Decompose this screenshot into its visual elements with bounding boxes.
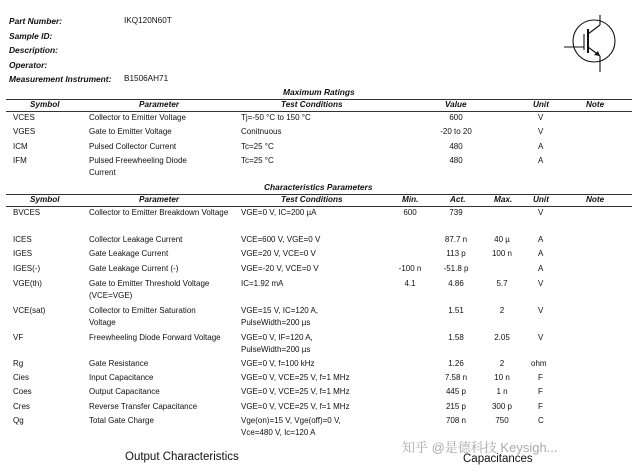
conditions-cell: Tj=-50 °C to 150 °C — [241, 113, 311, 122]
sample-id-label: Sample ID: — [9, 31, 53, 41]
act-cell: 445 p — [445, 387, 467, 396]
min-cell: 4.1 — [404, 279, 416, 288]
symbol-cell: Cies — [13, 373, 30, 382]
act-cell: 215 p — [445, 402, 467, 411]
symbol-cell: VGES — [13, 127, 36, 136]
parameter-cell: Collector Leakage Current — [89, 235, 183, 244]
igbt-transistor-symbol-icon — [560, 14, 622, 74]
description-label: Description: — [9, 45, 58, 55]
unit-cell: F — [538, 387, 543, 396]
act-cell: 1.58 — [448, 333, 464, 342]
unit-cell: V — [538, 306, 544, 315]
conditions-cell: Vge(on)=15 V, Vge(off)=0 V, Vce=480 V, Ic=120 A — [241, 416, 341, 437]
parameter-cell: Freewheeling Diode Forward Voltage — [89, 333, 221, 342]
conditions-cell: VGE=0 V, IF=120 A, PulseWidth=200 µs — [241, 333, 313, 354]
unit-cell: V — [538, 127, 544, 136]
col-symbol: Symbol — [30, 195, 60, 204]
act-cell: 7.58 n — [444, 373, 468, 382]
max-cell: 1 n — [496, 387, 508, 396]
col-note: Note — [586, 100, 605, 109]
symbol-cell: VGE(th) — [13, 279, 42, 288]
parameter-cell: Gate Resistance — [89, 359, 149, 368]
parameter-cell: Pulsed Collector Current — [89, 142, 177, 151]
conditions-cell: VGE=0 V, VCE=25 V, f=1 MHz — [241, 387, 350, 396]
col-value: Value — [445, 100, 467, 109]
symbol-cell: IGES(-) — [13, 264, 41, 273]
parameter-cell: Gate Leakage Current — [89, 249, 169, 258]
unit-cell: A — [538, 235, 544, 244]
act-cell: 87.7 n — [444, 235, 468, 244]
unit-cell: ohm — [531, 359, 547, 368]
symbol-cell: Qg — [13, 416, 24, 425]
max-ratings-title: Maximum Ratings — [283, 87, 355, 97]
conditions-cell: VCE=600 V, VGE=0 V — [241, 235, 321, 244]
value-cell: -20 to 20 — [440, 127, 472, 136]
min-cell: -100 n — [398, 264, 422, 273]
col-test-conditions: Test Conditions — [281, 100, 343, 109]
symbol-cell: VCES — [13, 113, 35, 122]
parameter-cell: Collector to Emitter Breakdown Voltage — [89, 208, 229, 217]
max-cell: 750 — [495, 416, 509, 425]
parameter-cell: Gate Leakage Current (-) — [89, 264, 179, 273]
measurement-instrument-value: B1506AH71 — [124, 74, 169, 83]
max-cell: 100 n — [491, 249, 513, 258]
unit-cell: V — [538, 333, 544, 342]
max-cell: 40 µ — [494, 235, 510, 244]
parameter-cell: Total Gate Charge — [89, 416, 154, 425]
symbol-cell: Rg — [13, 359, 24, 368]
max-cell: 300 p — [491, 402, 513, 411]
act-cell: 113 p — [446, 249, 466, 258]
conditions-cell: Tc=25 °C — [241, 142, 274, 151]
unit-cell: A — [538, 264, 544, 273]
col-max: Max. — [494, 195, 513, 204]
value-cell: 600 — [449, 113, 463, 122]
value-cell: 480 — [449, 156, 463, 165]
symbol-cell: ICES — [13, 235, 32, 244]
capacitances-caption: Capacitances — [463, 453, 533, 465]
act-cell: 739 — [449, 208, 463, 217]
col-symbol: Symbol — [30, 100, 60, 109]
unit-cell: F — [538, 373, 543, 382]
parameter-cell: Collector to Emitter Saturation Voltage — [89, 306, 196, 327]
symbol-cell: VF — [13, 333, 24, 342]
unit-cell: V — [538, 113, 544, 122]
part-number-value: IKQ120N60T — [124, 16, 172, 25]
act-cell: 1.51 — [448, 306, 464, 315]
conditions-cell: VGE=0 V, f=100 kHz — [241, 359, 315, 368]
col-min: Min. — [402, 195, 419, 204]
col-parameter: Parameter — [139, 100, 180, 109]
symbol-cell: BVCES — [13, 208, 41, 217]
symbol-cell: VCE(sat) — [13, 306, 46, 315]
conditions-cell: Conitnuous — [241, 127, 282, 136]
act-cell: 4.86 — [448, 279, 464, 288]
symbol-cell: Cres — [13, 402, 30, 411]
conditions-cell: Tc=25 °C — [241, 156, 274, 165]
conditions-cell: VGE=-20 V, VCE=0 V — [241, 264, 319, 273]
col-unit: Unit — [533, 100, 549, 109]
conditions-cell: VGE=0 V, VCE=25 V, f=1 MHz — [241, 402, 350, 411]
parameter-cell: Input Capacitance — [89, 373, 154, 382]
col-act: Act. — [450, 195, 466, 204]
value-cell: 480 — [449, 142, 463, 151]
parameter-cell: Pulsed Freewheeling Diode Current — [89, 156, 187, 177]
conditions-cell: VGE=0 V, IC=200 µA — [241, 208, 317, 217]
operator-label: Operator: — [9, 60, 48, 70]
output-characteristics-caption: Output Characteristics — [125, 451, 239, 463]
max-cell: 5.7 — [496, 279, 508, 288]
act-cell: -51.8 p — [443, 264, 469, 273]
conditions-cell: IC=1.92 mA — [241, 279, 284, 288]
char-params-title: Characteristics Parameters — [264, 182, 373, 192]
symbol-cell: ICM — [13, 142, 28, 151]
unit-cell: V — [538, 208, 544, 217]
col-unit: Unit — [533, 195, 549, 204]
symbol-cell: Coes — [13, 387, 32, 396]
unit-cell: A — [538, 156, 544, 165]
part-number-label: Part Number: — [9, 16, 63, 26]
conditions-cell: VGE=15 V, IC=120 A, PulseWidth=200 µs — [241, 306, 319, 327]
unit-cell: A — [538, 142, 544, 151]
max-cell: 2 — [499, 359, 505, 368]
conditions-cell: VGE=0 V, VCE=25 V, f=1 MHz — [241, 373, 350, 382]
unit-cell: V — [538, 279, 544, 288]
max-cell: 10 n — [494, 373, 510, 382]
parameter-cell: Gate to Emitter Voltage — [89, 127, 172, 136]
parameter-cell: Output Capacitance — [89, 387, 160, 396]
min-cell: 600 — [403, 208, 417, 217]
col-note: Note — [586, 195, 605, 204]
conditions-cell: VGE=20 V, VCE=0 V — [241, 249, 316, 258]
unit-cell: A — [538, 249, 544, 258]
measurement-instrument-label: Measurement Instrument: — [9, 74, 112, 84]
max-cell: 2.05 — [494, 333, 510, 342]
col-parameter: Parameter — [139, 195, 180, 204]
parameter-cell: Gate to Emitter Threshold Voltage (VCE=VGE) — [89, 279, 210, 300]
parameter-cell: Collector to Emitter Voltage — [89, 113, 186, 122]
symbol-cell: IFM — [13, 156, 27, 165]
parameter-cell: Reverse Transfer Capacitance — [89, 402, 198, 411]
symbol-cell: IGES — [13, 249, 33, 258]
unit-cell: F — [538, 402, 543, 411]
act-cell: 708 n — [445, 416, 467, 425]
unit-cell: C — [538, 416, 544, 425]
watermark: 知乎 @是德科技 Keysigh... — [402, 440, 558, 455]
col-test-conditions: Test Conditions — [281, 195, 343, 204]
max-cell: 2 — [499, 306, 505, 315]
act-cell: 1.26 — [448, 359, 464, 368]
